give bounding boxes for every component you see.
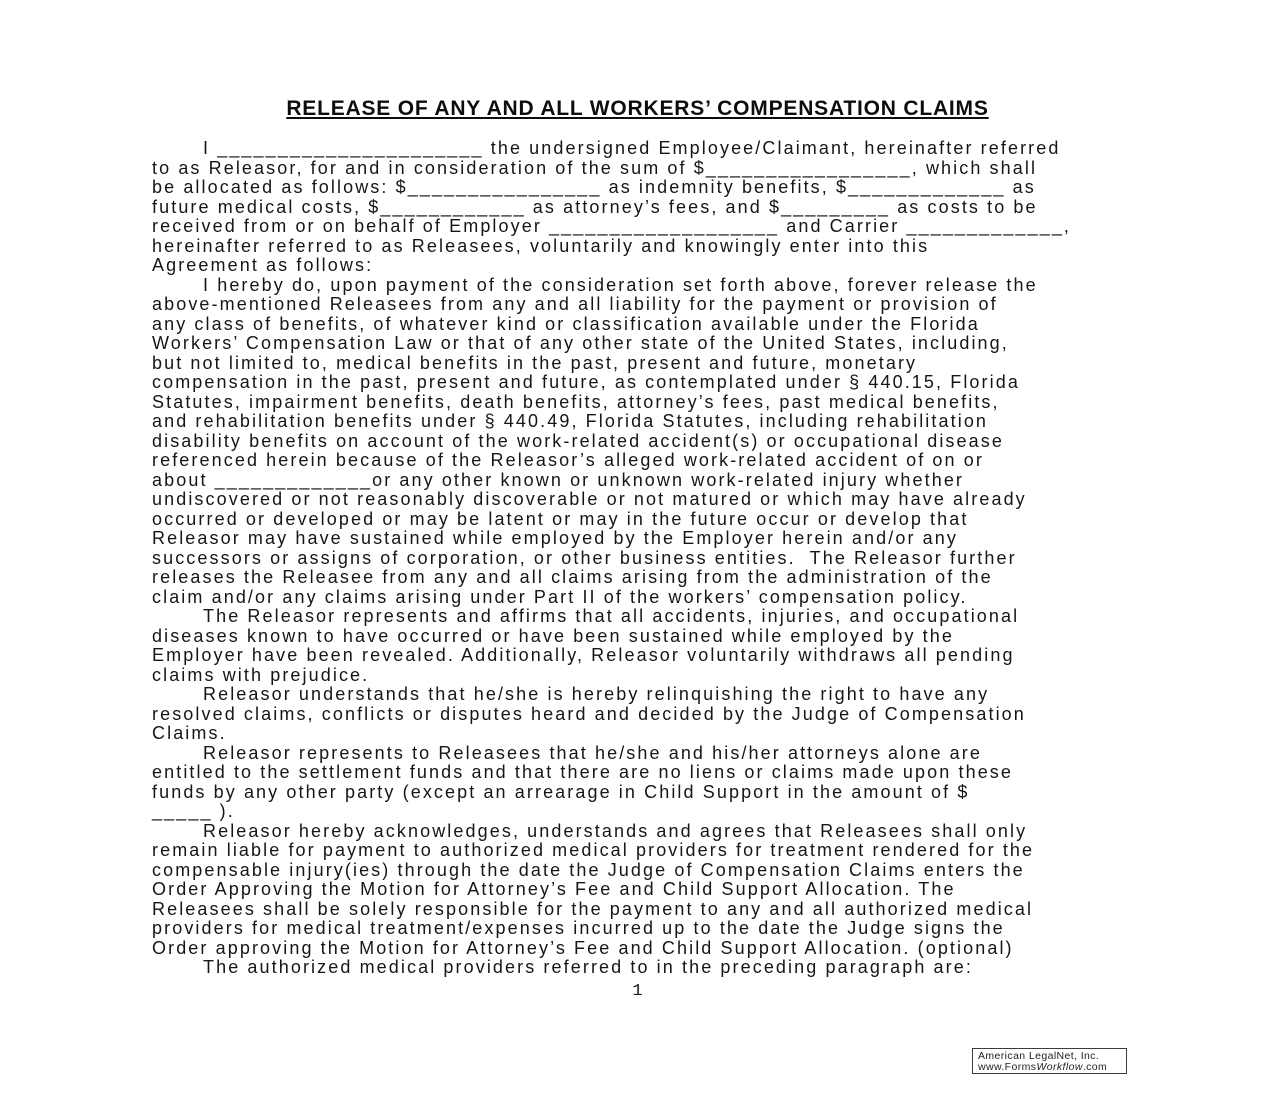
doc-line: Agreement as follows: [152, 255, 374, 275]
doc-line: I hereby do, upon payment of the consideration set forth above, forever release the [203, 274, 1038, 295]
doc-line: Employer have been revealed. Additionally, Releasor voluntarily withdraws all pending [152, 645, 1015, 665]
doc-line: successors or assigns of corporation, or other business entities. The Releasor further [152, 547, 1017, 568]
vendor-url-workflow: Workflow [1036, 1061, 1083, 1073]
doc-line: Releasees shall be solely responsible for the payment to any and all authorized medical [152, 898, 1034, 919]
page-number: 1 [632, 982, 643, 1001]
doc-line: _____ ). [152, 801, 235, 821]
vendor-name: American LegalNet, Inc. [978, 1050, 1100, 1062]
vendor-url-prefix: www.Forms [978, 1061, 1037, 1073]
doc-line: received from or on behalf of Employer ___________________ and Carrier _____________, [152, 216, 1072, 236]
document-body [152, 139, 1142, 978]
doc-line: compensation in the past, present and future, as contemplated under § 440.15, Florida [152, 372, 1020, 392]
doc-line: Order Approving the Motion for Attorney’s Fee and Child Support Allocation. The [152, 879, 956, 899]
doc-line: Workers’ Compensation Law or that of any other state of the United States, including, [152, 333, 1009, 353]
doc-line: funds by any other party (except an arrearage in Child Support in the amount of $ [152, 781, 970, 802]
doc-line: compensable injury(ies) through the date the Judge of Compensation Claims enters the [152, 859, 1025, 880]
document-title: RELEASE OF ANY AND ALL WORKERS’ COMPENSATION CLAIMS [286, 97, 989, 120]
doc-line: Releasor may have sustained while employed by the Employer herein and/or any [152, 528, 958, 548]
vendor-url-suffix: .com [1082, 1061, 1108, 1073]
doc-line: resolved claims, conflicts or disputes heard and decided by the Judge of Compensation [152, 703, 1026, 724]
doc-line: releases the Releasee from any and all claims arising from the administration of the [152, 567, 993, 587]
doc-line: Order approving the Motion for Attorney’s Fee and Child Support Allocation. (optional) [152, 937, 1014, 958]
doc-line: referenced herein because of the Releasor’s alleged work-related accident of on or [152, 450, 984, 470]
doc-line: hereinafter referred to as Releasees, voluntarily and knowingly enter into this [152, 235, 930, 256]
doc-line: The Releasor represents and affirms that all accidents, injuries, and occupational [203, 606, 1020, 626]
doc-line: undiscovered or not reasonably discoverable or not matured or which may have already [152, 489, 1027, 509]
doc-line: entitled to the settlement funds and that there are no liens or claims made upon these [152, 762, 1014, 782]
doc-line: Claims. [152, 723, 227, 743]
vendor-stamp-box [972, 1048, 1127, 1074]
doc-line: Statutes, impairment benefits, death benefits, attorney’s fees, past medical benefits, [152, 391, 1000, 412]
doc-line: Releasor hereby acknowledges, understands and agrees that Releasees shall only [203, 820, 1028, 841]
doc-line: Releasor understands that he/she is hereby relinquishing the right to have any [203, 684, 990, 704]
doc-line: providers for medical treatment/expenses incurred up to the date the Judge signs the [152, 918, 1005, 938]
doc-line: claim and/or any claims arising under Part II of the workers’ compensation policy. [152, 586, 968, 607]
doc-line: Releasor represents to Releasees that he/she and his/her attorneys alone are [203, 742, 982, 763]
doc-line: be allocated as follows: $________________ as indemnity benefits, $_____________ as [152, 177, 1036, 197]
doc-line: I ______________________ the undersigned Employee/Claimant, hereinafter referred [203, 138, 1061, 158]
doc-line: The authorized medical providers referred to in the preceding paragraph are: [203, 957, 973, 977]
doc-line: occurred or developed or may be latent or may in the future occur or develop that [152, 508, 969, 529]
doc-line: above-mentioned Releasees from any and all liability for the payment or provision of [152, 294, 998, 314]
doc-line: diseases known to have occurred or have been sustained while employed by the [152, 625, 954, 646]
doc-line: remain liable for payment to authorized medical providers for treatment rendered for the [152, 840, 1035, 860]
doc-line: and rehabilitation benefits under § 440.49, Florida Statutes, including rehabilitation [152, 411, 989, 431]
doc-line: disability benefits on account of the work-related accident(s) or occupational disease [152, 430, 1004, 451]
doc-line: to as Releasor, for and in consideration of the sum of $_________________, which shall [152, 157, 1038, 178]
doc-line: about _____________or any other known or unknown work-related injury whether [152, 469, 965, 490]
doc-line: any class of benefits, of whatever kind or classification available under the Florida [152, 313, 980, 334]
doc-line: claims with prejudice. [152, 664, 370, 685]
vendor-url [978, 1062, 1126, 1073]
doc-line: but not limited to, medical benefits in the past, present and future, monetary [152, 352, 918, 373]
doc-line: future medical costs, $____________ as attorney’s fees, and $_________ as costs to be [152, 196, 1038, 217]
